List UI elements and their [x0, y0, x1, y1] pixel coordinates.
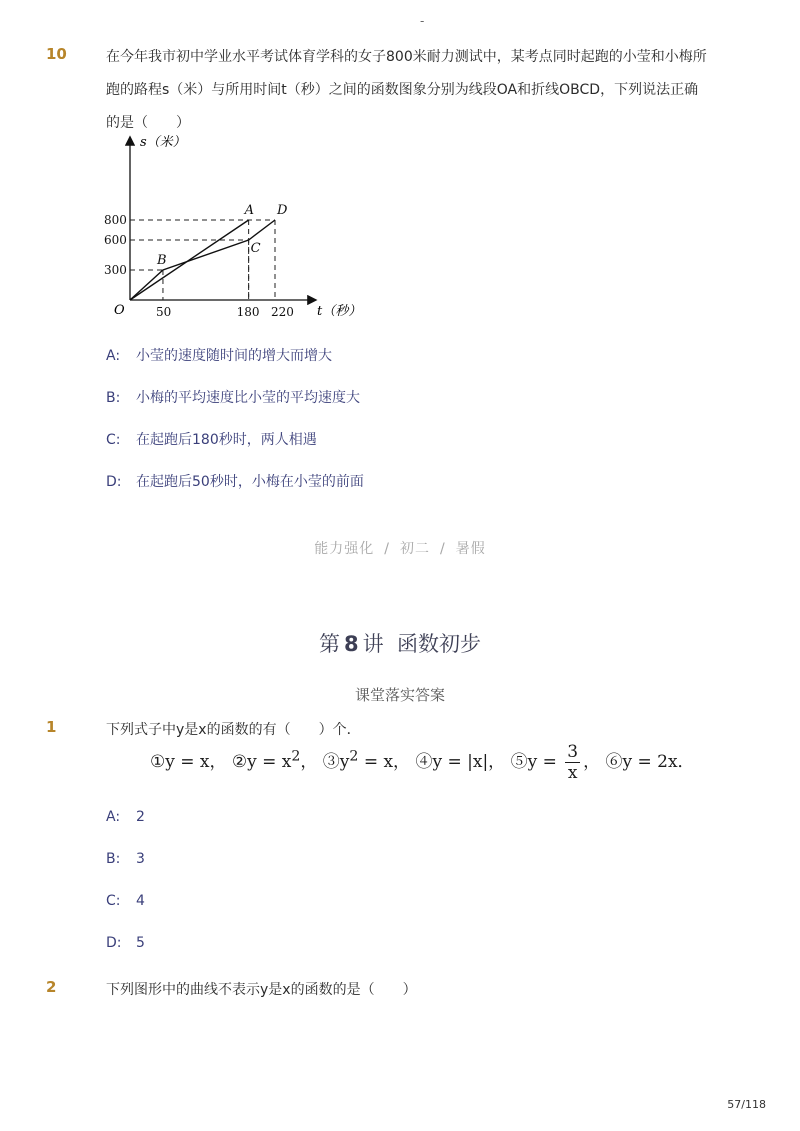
option-text: 3: [136, 851, 145, 867]
point-label-c: C: [250, 241, 261, 256]
series-line-oa: [130, 220, 249, 300]
fraction-numerator: 3: [567, 742, 579, 762]
x-tick-label: 220: [271, 305, 294, 319]
lecture-topic: 函数初步: [396, 632, 481, 656]
formula-2-tail: ，: [300, 752, 318, 772]
q10-option-c: [106, 429, 317, 449]
formula-2-base: ②y = x: [231, 752, 292, 772]
option-letter: D:: [106, 474, 122, 490]
option-text: 2: [136, 809, 145, 825]
footer-part-1: 能力强化: [314, 541, 375, 557]
series-line-obcd: [130, 220, 275, 300]
option-text: 小梅的平均速度比小莹的平均速度大: [136, 390, 360, 406]
y-tick-label: 800: [104, 213, 127, 227]
question-10-line-2: 跑的路程s（米）与所用时间t（秒）之间的函数图象分别为线段OA和折线OBCD，下列说法正确: [106, 82, 699, 98]
option-text: 5: [136, 935, 145, 951]
option-letter: C:: [106, 432, 121, 448]
option-letter: A:: [106, 809, 121, 825]
footer-part-3: 暑假: [455, 541, 486, 557]
distance-time-graph: [100, 130, 370, 325]
question-number-10: 10: [46, 45, 67, 63]
x-axis-label: t（秒）: [317, 304, 362, 319]
formula-6: ⑥y = 2x．: [605, 752, 695, 772]
formula-5-base: ⑤y =: [510, 752, 563, 772]
formula-5-tail: ，: [583, 752, 601, 772]
q10-option-d: [106, 471, 364, 491]
option-text: 在起跑后180秒时，两人相遇: [136, 432, 317, 448]
q10-option-b: [106, 387, 360, 407]
lecture-number: 8: [344, 632, 359, 656]
origin-label: O: [114, 303, 125, 318]
option-letter: A:: [106, 348, 121, 364]
q1-option-b: [106, 851, 145, 867]
fraction-denominator: x: [567, 763, 578, 783]
y-tick-label: 300: [104, 263, 127, 277]
footer-separator: /: [384, 541, 390, 557]
lecture-title: [0, 628, 800, 658]
point-label-a: A: [244, 203, 255, 218]
question-1-stem: 下列式子中y是x的函数的有（ ）个．: [106, 722, 361, 738]
formula-3: [322, 748, 411, 772]
option-letter: B:: [106, 390, 121, 406]
footer-separator: /: [440, 541, 446, 557]
lecture-prefix: 第: [319, 632, 340, 656]
formula-2-exponent: 2: [291, 748, 301, 765]
formula-2: [231, 748, 318, 772]
footer-part-2: 初二: [400, 541, 430, 557]
point-label-b: B: [156, 253, 167, 268]
formula-3-base: ③y: [322, 752, 350, 772]
y-tick-label: 600: [104, 233, 127, 247]
y-axis-label: s（米）: [140, 135, 186, 150]
question-number-1: 1: [46, 718, 57, 736]
question-10-line-1: 在今年我市初中学业水平考试体育学科的女子800米耐力测试中，某考点同时起跑的小莹和小梅所: [106, 49, 707, 65]
point-label-d: D: [277, 203, 288, 218]
question-number-2: 2: [46, 978, 57, 996]
page-number: 57/118: [727, 1098, 766, 1111]
q1-option-d: [106, 935, 145, 951]
formula-4: ④y = |x|，: [415, 752, 506, 772]
option-letter: D:: [106, 935, 122, 951]
option-letter: B:: [106, 851, 121, 867]
fraction: [565, 742, 580, 783]
q1-option-a: [106, 809, 145, 825]
option-letter: C:: [106, 893, 121, 909]
question-2-stem: 下列图形中的曲线不表示y是x的函数的是（ ）: [106, 982, 417, 998]
formula-1: ①y = x，: [150, 752, 227, 772]
course-footer-band: [0, 538, 800, 558]
option-text: 4: [136, 893, 145, 909]
formula-5: [510, 742, 601, 783]
option-text: 在起跑后50秒时，小梅在小莹的前面: [136, 474, 364, 490]
formula-3-tail: = x，: [358, 752, 411, 772]
section-subtitle: 课堂落实答案: [354, 686, 445, 704]
q10-option-a: [106, 345, 332, 365]
question-10-line-3: 的是（ ）: [106, 115, 190, 131]
x-tick-label: 50: [155, 305, 172, 319]
option-text: 小莹的速度随时间的增大而增大: [136, 348, 332, 364]
top-mark: -: [420, 14, 425, 28]
x-tick-label: 180: [236, 305, 260, 319]
lecture-suffix: 讲: [362, 632, 384, 656]
q1-option-c: [106, 893, 145, 909]
formula-3-exponent: 2: [349, 748, 359, 765]
function-formula-list: [150, 742, 695, 783]
